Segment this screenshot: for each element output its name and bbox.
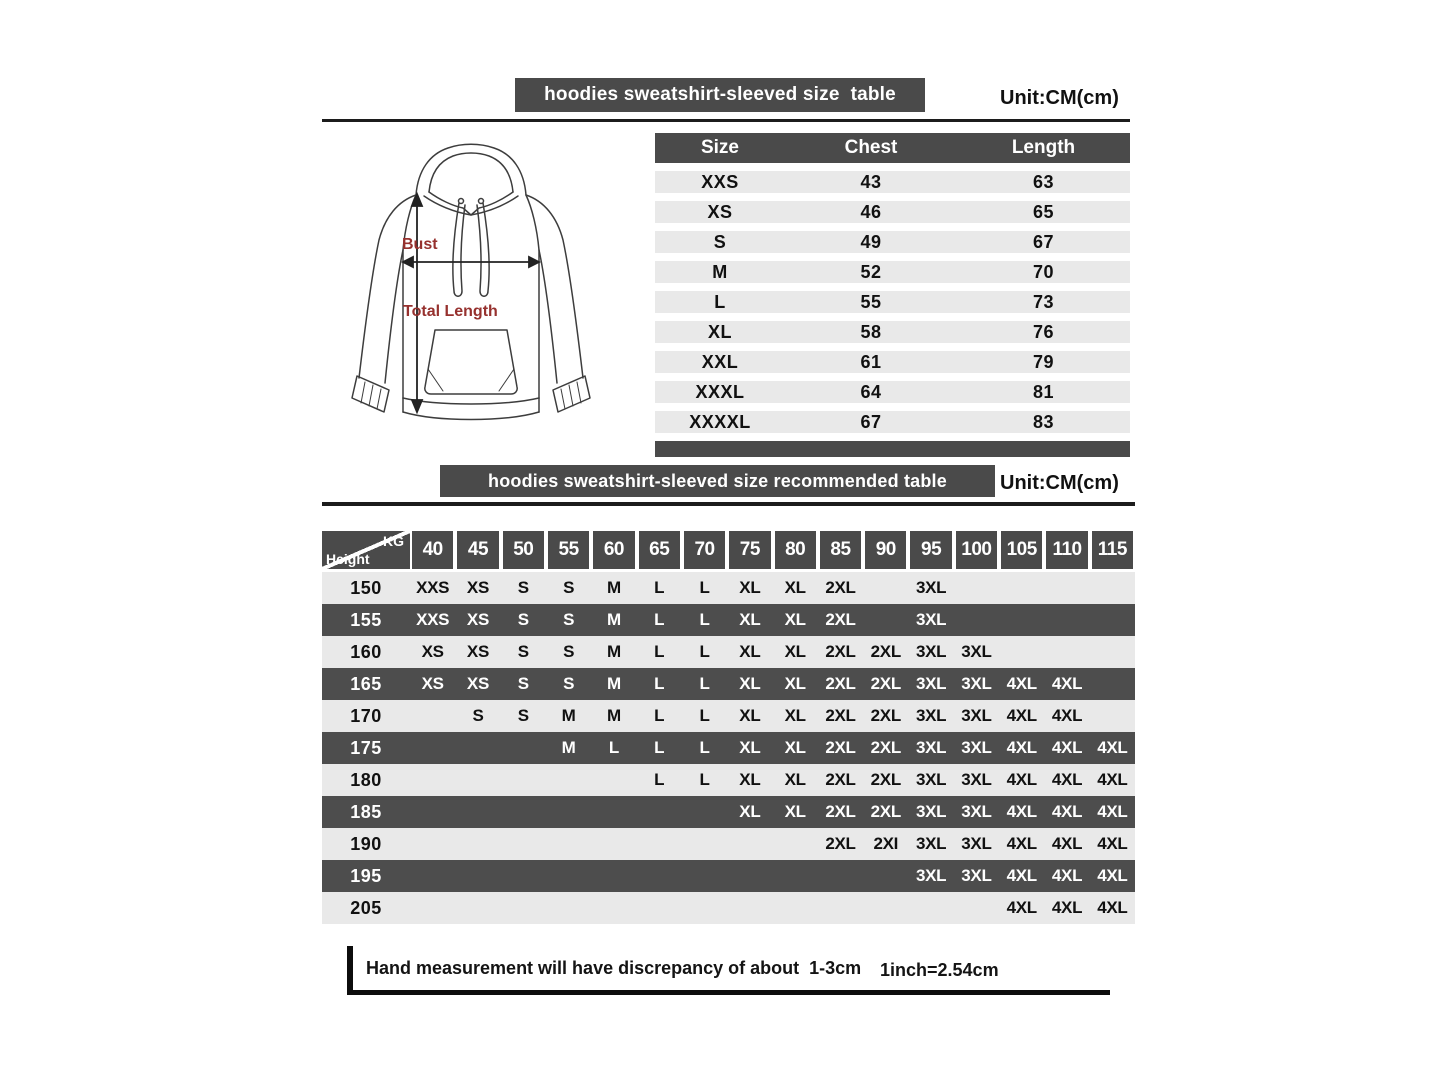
recommended-size-cell: 3XL bbox=[961, 706, 992, 725]
recommended-size-cell: XL bbox=[739, 706, 761, 725]
weight-header-cell: 45 bbox=[457, 531, 498, 569]
footer-left-bar bbox=[347, 946, 353, 994]
recommended-size-cell bbox=[455, 796, 500, 828]
size-table-row bbox=[655, 171, 1130, 193]
recommended-size-cell bbox=[727, 892, 772, 924]
recommended-size-cell: L bbox=[654, 738, 665, 757]
recommended-size-cell: XXS bbox=[416, 578, 450, 597]
weight-header-cell: 100 bbox=[956, 531, 997, 569]
recommended-size-cell: S bbox=[517, 706, 529, 725]
recommended-size-cell: 3XL bbox=[961, 866, 992, 885]
recommended-size-cell bbox=[1090, 572, 1135, 604]
recommended-size-cell: M bbox=[606, 706, 621, 725]
length-column-header: Length bbox=[1011, 137, 1076, 158]
recommended-size-cell: 3XL bbox=[961, 642, 992, 661]
recommended-size-cell: XL bbox=[739, 578, 761, 597]
recommended-size-cell: 4XL bbox=[1097, 770, 1128, 789]
bust-arrow bbox=[403, 257, 539, 267]
recommended-size-cell: L bbox=[699, 642, 710, 661]
recommended-size-cell: 3XL bbox=[915, 610, 947, 629]
recommended-size-cell bbox=[773, 860, 818, 892]
recommended-size-cell bbox=[410, 892, 455, 924]
size-table-row bbox=[655, 321, 1130, 343]
recommended-size-cell bbox=[455, 828, 500, 860]
recommended-size-cell: 3XL bbox=[915, 802, 947, 821]
size-cell: XXL bbox=[701, 351, 739, 372]
recommended-size-cell: 3XL bbox=[915, 770, 947, 789]
recommended-size-cell: L bbox=[699, 610, 710, 629]
length-cell: 63 bbox=[1032, 171, 1055, 192]
recommended-size-cell: XL bbox=[739, 770, 761, 789]
weight-header-cell: 110 bbox=[1046, 531, 1087, 569]
length-cell: 73 bbox=[1032, 291, 1055, 312]
size-table-body bbox=[655, 171, 1130, 433]
recommended-row bbox=[322, 732, 1135, 764]
recommended-size-cell: 3XL bbox=[915, 834, 947, 853]
recommended-size-cell bbox=[727, 860, 772, 892]
recommended-size-cell: L bbox=[654, 770, 665, 789]
recommended-size-cell bbox=[1090, 604, 1135, 636]
recommended-size-cell: 2XL bbox=[825, 642, 856, 661]
recommended-size-cell: XL bbox=[739, 610, 761, 629]
recommended-size-cell: 3XL bbox=[915, 706, 947, 725]
size-table-row bbox=[655, 201, 1130, 223]
recommended-table-title: hoodies sweatshirt-sleeved size recommended table bbox=[440, 465, 995, 497]
recommended-size-cell: 2XL bbox=[825, 674, 856, 693]
kg-height-corner-cell bbox=[322, 531, 410, 569]
recommended-size-cell: 2XL bbox=[825, 738, 856, 757]
recommended-size-cell bbox=[1044, 636, 1089, 668]
height-label: 170 bbox=[350, 705, 382, 726]
bust-label: Bust bbox=[402, 236, 438, 253]
recommended-size-cell: L bbox=[654, 706, 665, 725]
recommended-size-cell bbox=[591, 828, 636, 860]
recommended-size-cell bbox=[410, 796, 455, 828]
recommended-size-cell bbox=[501, 860, 546, 892]
height-corner-label: Height bbox=[326, 551, 370, 567]
recommended-size-cell bbox=[501, 764, 546, 796]
length-cell: 76 bbox=[1032, 321, 1055, 342]
size-cell: M bbox=[712, 261, 728, 282]
divider-line-middle bbox=[322, 502, 1135, 506]
recommended-size-cell: 3XL bbox=[961, 834, 992, 853]
size-table-row bbox=[655, 411, 1130, 433]
recommended-size-cell: XL bbox=[784, 674, 806, 693]
chest-column-header: Chest bbox=[844, 137, 898, 158]
recommended-size-cell bbox=[863, 860, 908, 892]
recommended-size-cell: 2XL bbox=[825, 802, 856, 821]
recommended-size-cell: XL bbox=[784, 578, 806, 597]
recommended-size-cell bbox=[863, 892, 908, 924]
height-label: 165 bbox=[350, 673, 382, 694]
recommended-size-cell bbox=[546, 828, 591, 860]
recommended-size-cell: XL bbox=[739, 802, 761, 821]
recommended-size-cell bbox=[999, 604, 1044, 636]
size-cell: L bbox=[714, 291, 726, 312]
recommended-size-cell: 3XL bbox=[915, 578, 947, 597]
recommended-size-cell: 3XL bbox=[915, 738, 947, 757]
recommended-size-cell bbox=[1044, 604, 1089, 636]
recommended-size-cell: XL bbox=[784, 770, 806, 789]
weight-header-cell: 90 bbox=[865, 531, 906, 569]
recommended-size-cell bbox=[682, 796, 727, 828]
recommended-size-cell: 3XL bbox=[961, 770, 992, 789]
recommended-size-cell: L bbox=[699, 674, 710, 693]
chest-cell: 64 bbox=[860, 381, 882, 402]
height-label: 190 bbox=[350, 833, 382, 854]
recommended-size-cell: S bbox=[517, 610, 529, 629]
recommended-size-cell: 4XL bbox=[1097, 834, 1128, 853]
recommended-size-cell: 4XL bbox=[1051, 866, 1083, 885]
recommended-size-cell: 4XL bbox=[1051, 674, 1083, 693]
chest-cell: 52 bbox=[860, 261, 882, 282]
recommended-size-cell: 4XL bbox=[1006, 866, 1037, 885]
recommended-size-cell bbox=[999, 572, 1044, 604]
recommended-size-cell: 2XL bbox=[870, 802, 901, 821]
length-cell: 81 bbox=[1032, 381, 1055, 402]
size-table-unit-label: Unit:CM(cm) bbox=[1000, 87, 1119, 109]
weight-header-cell: 95 bbox=[910, 531, 951, 569]
recommended-size-cell: M bbox=[561, 738, 576, 757]
recommended-size-cell: L bbox=[654, 578, 665, 597]
weight-header-cell: 60 bbox=[593, 531, 634, 569]
recommended-size-cell: L bbox=[654, 610, 665, 629]
recommended-size-cell bbox=[501, 828, 546, 860]
recommended-size-cell bbox=[637, 796, 682, 828]
recommended-size-cell bbox=[682, 892, 727, 924]
recommended-size-cell: 2XL bbox=[825, 610, 856, 629]
recommended-size-cell: XL bbox=[784, 610, 806, 629]
recommended-size-cell: M bbox=[606, 610, 621, 629]
recommended-size-cell: 4XL bbox=[1006, 738, 1037, 757]
recommended-size-cell bbox=[455, 860, 500, 892]
length-cell: 70 bbox=[1032, 261, 1055, 282]
recommended-size-cell: M bbox=[606, 674, 621, 693]
recommended-size-cell: M bbox=[606, 578, 621, 597]
recommended-size-cell bbox=[682, 860, 727, 892]
recommended-size-cell bbox=[954, 604, 999, 636]
recommended-size-cell bbox=[546, 796, 591, 828]
recommended-size-cell: 4XL bbox=[1051, 738, 1083, 757]
height-label: 155 bbox=[350, 609, 382, 630]
recommended-size-cell: L bbox=[699, 578, 710, 597]
recommended-size-cell bbox=[954, 892, 999, 924]
weight-header-cell: 85 bbox=[820, 531, 861, 569]
size-table-header-row bbox=[655, 133, 1130, 163]
recommended-size-cell: M bbox=[561, 706, 576, 725]
recommended-size-cell: L bbox=[699, 738, 710, 757]
recommended-size-cell bbox=[954, 572, 999, 604]
recommended-size-cell bbox=[863, 572, 908, 604]
recommended-size-cell: S bbox=[517, 642, 529, 661]
recommended-size-cell: L bbox=[608, 738, 619, 757]
recommended-size-cell bbox=[863, 604, 908, 636]
recommended-size-cell: XS bbox=[466, 674, 489, 693]
recommended-matrix-body bbox=[322, 572, 1135, 924]
recommended-size-cell: L bbox=[654, 642, 665, 661]
recommended-size-cell bbox=[455, 892, 500, 924]
recommended-size-cell: 4XL bbox=[1006, 770, 1037, 789]
recommended-size-cell bbox=[410, 732, 455, 764]
weight-header-cell: 80 bbox=[775, 531, 816, 569]
recommended-size-cell: 3XL bbox=[915, 866, 947, 885]
recommended-size-cell: 3XL bbox=[961, 674, 992, 693]
size-cell: XL bbox=[707, 321, 732, 342]
weight-header-cell: 55 bbox=[548, 531, 589, 569]
recommended-size-cell bbox=[410, 860, 455, 892]
kg-corner-label: KG bbox=[383, 533, 404, 549]
recommended-size-cell bbox=[546, 764, 591, 796]
recommended-size-cell: 3XL bbox=[961, 738, 992, 757]
recommended-size-cell bbox=[455, 764, 500, 796]
recommended-size-cell: L bbox=[699, 770, 710, 789]
recommended-size-cell bbox=[455, 732, 500, 764]
size-table-row bbox=[655, 291, 1130, 313]
size-cell: S bbox=[713, 231, 727, 252]
recommended-size-cell: 2XI bbox=[873, 834, 899, 853]
recommended-size-cell: XS bbox=[466, 610, 489, 629]
weight-header-row bbox=[322, 531, 1135, 569]
recommended-size-cell bbox=[1090, 700, 1135, 732]
inch-conversion-note: 1inch=2.54cm bbox=[880, 960, 999, 980]
recommended-size-cell bbox=[410, 828, 455, 860]
recommended-size-cell: 4XL bbox=[1006, 706, 1037, 725]
chest-cell: 58 bbox=[860, 321, 882, 342]
recommended-size-cell: 2XL bbox=[825, 834, 856, 853]
size-cell: XXXL bbox=[695, 381, 745, 402]
height-label: 150 bbox=[350, 577, 382, 598]
height-label: 205 bbox=[350, 897, 382, 918]
hoodie-measurement-diagram bbox=[332, 138, 610, 456]
chest-cell: 67 bbox=[860, 411, 882, 432]
recommended-size-cell bbox=[637, 828, 682, 860]
recommended-size-cell bbox=[818, 892, 863, 924]
recommended-size-cell: 4XL bbox=[1097, 866, 1128, 885]
recommended-size-cell: S bbox=[563, 610, 575, 629]
recommended-size-cell bbox=[501, 732, 546, 764]
size-cell: XXS bbox=[701, 171, 739, 192]
recommended-size-cell: 4XL bbox=[1051, 706, 1083, 725]
weight-header-cell: 50 bbox=[503, 531, 544, 569]
recommended-size-cell: L bbox=[699, 706, 710, 725]
recommended-size-cell: 4XL bbox=[1097, 898, 1128, 917]
recommended-size-cell: 2XL bbox=[870, 674, 901, 693]
recommended-size-cell: 4XL bbox=[1097, 802, 1128, 821]
recommended-size-cell bbox=[591, 860, 636, 892]
recommended-size-cell: 2XL bbox=[870, 642, 901, 661]
size-table-row bbox=[655, 381, 1130, 403]
recommended-size-cell: S bbox=[563, 578, 575, 597]
recommended-size-cell bbox=[637, 892, 682, 924]
recommended-row bbox=[322, 604, 1135, 636]
recommended-size-cell: L bbox=[654, 674, 665, 693]
recommended-row bbox=[322, 860, 1135, 892]
recommended-size-cell: XL bbox=[784, 642, 806, 661]
recommended-size-cell bbox=[773, 892, 818, 924]
recommended-size-cell: XL bbox=[739, 642, 761, 661]
recommended-size-cell bbox=[591, 764, 636, 796]
size-table-title: hoodies sweatshirt-sleeved size table bbox=[515, 78, 925, 112]
recommended-size-cell: XS bbox=[466, 578, 489, 597]
length-cell: 79 bbox=[1032, 351, 1055, 372]
recommended-size-cell: 4XL bbox=[1006, 802, 1037, 821]
size-table-row bbox=[655, 231, 1130, 253]
recommended-size-cell: S bbox=[472, 706, 484, 725]
recommended-size-cell: 2XL bbox=[825, 578, 856, 597]
recommended-size-cell bbox=[501, 892, 546, 924]
recommended-size-cell: 4XL bbox=[1051, 898, 1083, 917]
size-cell: XS bbox=[707, 201, 733, 222]
recommended-size-cell: 2XL bbox=[870, 706, 901, 725]
recommended-size-cell: S bbox=[563, 642, 575, 661]
recommended-size-cell bbox=[682, 828, 727, 860]
recommended-row bbox=[322, 572, 1135, 604]
weight-header-cell: 75 bbox=[729, 531, 770, 569]
recommended-row bbox=[322, 636, 1135, 668]
recommended-size-cell bbox=[637, 860, 682, 892]
chest-cell: 46 bbox=[860, 201, 882, 222]
recommended-size-cell: 4XL bbox=[1051, 770, 1083, 789]
recommended-row bbox=[322, 828, 1135, 860]
size-table bbox=[655, 133, 1130, 457]
recommended-size-cell: S bbox=[517, 578, 529, 597]
recommended-size-cell bbox=[1090, 636, 1135, 668]
recommended-size-cell bbox=[546, 892, 591, 924]
recommended-size-cell: XXS bbox=[416, 610, 450, 629]
hoodie-outline-drawing bbox=[332, 138, 610, 456]
recommended-size-cell: 3XL bbox=[961, 802, 992, 821]
recommended-size-cell: 2XL bbox=[870, 738, 901, 757]
recommended-row bbox=[322, 700, 1135, 732]
recommended-size-cell: 4XL bbox=[1006, 674, 1037, 693]
height-label: 175 bbox=[350, 737, 382, 758]
height-label: 185 bbox=[350, 801, 382, 822]
size-column-header: Size bbox=[700, 137, 740, 158]
footer-underline bbox=[347, 990, 1110, 995]
recommended-size-cell: 3XL bbox=[915, 642, 947, 661]
recommended-size-cell bbox=[818, 860, 863, 892]
recommended-size-cell: 4XL bbox=[1006, 898, 1037, 917]
recommended-size-cell: 2XL bbox=[870, 770, 901, 789]
recommended-size-cell: XS bbox=[466, 642, 489, 661]
recommended-size-cell: XL bbox=[739, 738, 761, 757]
recommended-size-cell: XL bbox=[784, 738, 806, 757]
recommended-size-cell: 4XL bbox=[1006, 834, 1037, 853]
measurement-discrepancy-note: Hand measurement will have discrepancy of about 1-3cm bbox=[366, 958, 862, 978]
height-label: 195 bbox=[350, 865, 382, 886]
recommended-size-cell: 2XL bbox=[825, 770, 856, 789]
recommended-size-cell bbox=[773, 828, 818, 860]
size-cell: XXXXL bbox=[689, 411, 751, 432]
weight-header-cell: 40 bbox=[412, 531, 453, 569]
recommended-size-cell bbox=[410, 764, 455, 796]
height-label: 180 bbox=[350, 769, 382, 790]
recommended-size-cell bbox=[1044, 572, 1089, 604]
recommended-size-cell: XS bbox=[421, 642, 444, 661]
total-length-label: Total Length bbox=[403, 303, 498, 320]
chest-cell: 61 bbox=[860, 351, 882, 372]
recommended-size-cell: S bbox=[563, 674, 575, 693]
recommended-table-unit-label: Unit:CM(cm) bbox=[1000, 472, 1119, 494]
recommended-row bbox=[322, 796, 1135, 828]
recommended-size-cell bbox=[727, 828, 772, 860]
length-cell: 65 bbox=[1032, 201, 1055, 222]
size-table-row bbox=[655, 351, 1130, 373]
length-cell: 67 bbox=[1032, 231, 1055, 252]
size-table-bottom-bar bbox=[655, 441, 1130, 457]
recommended-size-cell: XL bbox=[784, 706, 806, 725]
recommended-size-cell bbox=[591, 796, 636, 828]
recommended-row bbox=[322, 892, 1135, 924]
divider-line-top bbox=[322, 119, 1130, 122]
recommended-row bbox=[322, 764, 1135, 796]
recommended-size-cell: 4XL bbox=[1097, 738, 1128, 757]
recommended-size-cell: XL bbox=[784, 802, 806, 821]
recommended-size-cell: 3XL bbox=[915, 674, 947, 693]
weight-header-cell: 65 bbox=[639, 531, 680, 569]
recommended-size-cell bbox=[591, 892, 636, 924]
recommended-size-cell bbox=[501, 796, 546, 828]
recommended-size-cell: 2XL bbox=[825, 706, 856, 725]
recommended-size-cell: S bbox=[517, 674, 529, 693]
recommended-row bbox=[322, 668, 1135, 700]
recommended-size-cell bbox=[908, 892, 953, 924]
chest-cell: 55 bbox=[860, 291, 882, 312]
recommended-size-cell: XL bbox=[739, 674, 761, 693]
weight-header-cell: 115 bbox=[1092, 531, 1133, 569]
recommended-size-cell: 4XL bbox=[1051, 834, 1083, 853]
recommended-size-matrix bbox=[322, 531, 1135, 924]
recommended-size-cell bbox=[410, 700, 455, 732]
height-label: 160 bbox=[350, 641, 382, 662]
weight-header-cell: 105 bbox=[1001, 531, 1042, 569]
recommended-size-cell bbox=[1090, 668, 1135, 700]
recommended-size-cell: XS bbox=[421, 674, 444, 693]
recommended-size-cell bbox=[546, 860, 591, 892]
recommended-size-cell: M bbox=[606, 642, 621, 661]
length-cell: 83 bbox=[1032, 411, 1055, 432]
chest-cell: 49 bbox=[860, 231, 882, 252]
recommended-size-cell: 4XL bbox=[1051, 802, 1083, 821]
weight-header-cell: 70 bbox=[684, 531, 725, 569]
size-table-row bbox=[655, 261, 1130, 283]
chest-cell: 43 bbox=[860, 171, 882, 192]
recommended-size-cell bbox=[999, 636, 1044, 668]
